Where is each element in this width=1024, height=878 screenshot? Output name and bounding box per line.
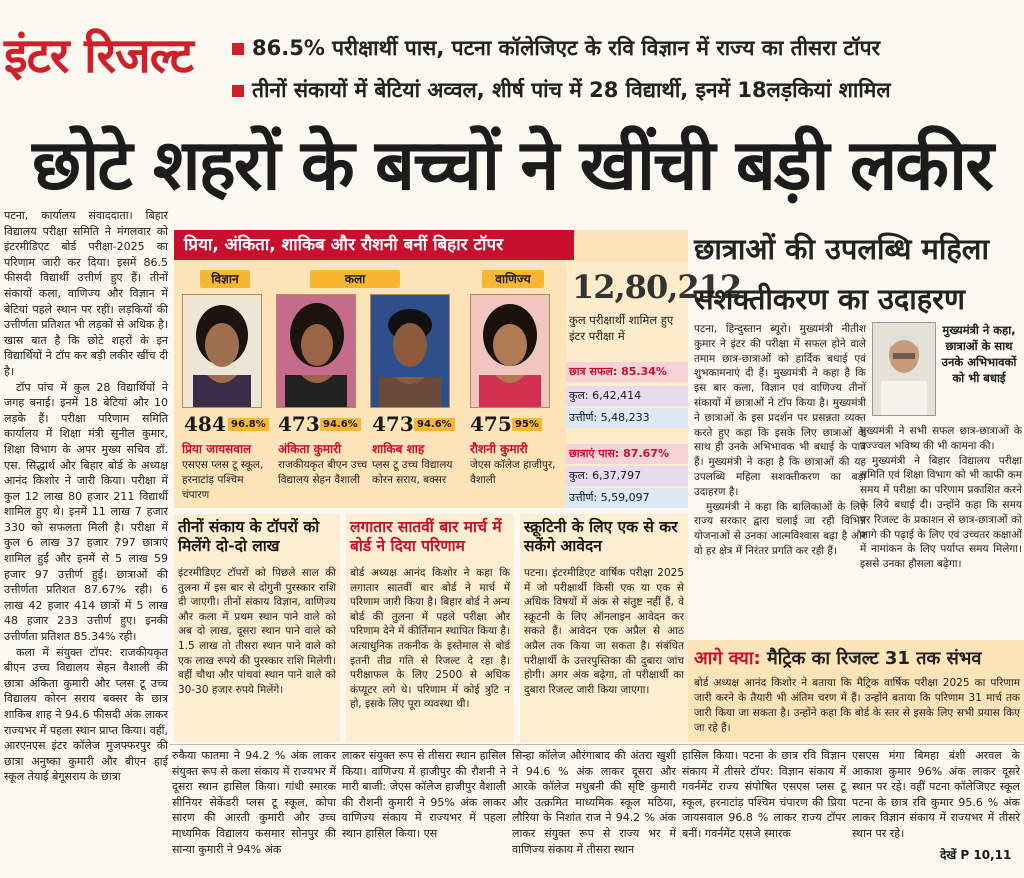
total-candidates: 12,80,212 <box>572 268 742 306</box>
bottom-column-4: हासिल किया। पटना के छात्र रवि विज्ञान संकाय में तीसरे टॉपर: विज्ञान संकाय में गवर्नमेंट राज्य संपोषित एसएस प्लस टू स्कूल, हरनाटांड़ पश्चिम चंपारण की प्रिया जायसवाल 96.8 % लाकर राज्य टॉपर बनीं। गवर्नमेंट एसजे स्मारक <box>682 749 846 840</box>
category-science: विज्ञान <box>200 270 250 288</box>
bottom-divider <box>170 744 1024 745</box>
topper-score-2: 473 <box>278 412 320 436</box>
deck-text-1: 86.5% परीक्षार्थी पास, पटना कॉलेजिएट के रवि विज्ञान में राज्य का तीसरा टॉपर <box>252 36 881 60</box>
topper-name-3: शाकिब शाह <box>372 442 425 456</box>
section-title-march: लगातार सातवीं बार मार्च में बोर्ड ने दिया परिणाम <box>350 518 502 555</box>
section-text-prize: इंटरमीडिएट टॉपरों को पिछले साल की तुलना में इस बार से दोगुनी पुरस्कार राशि दी जाएगी। तीनों संकाय विज्ञान, वाणिज्य और कला में प्रथम स्थान पाने वाले को अब दो लाख, दूसरा स्थान पाने वाले को 1.5 लाख तो तीसरा स्थान पाने वाले को एक लाख रुपये की पुरस्कार राशि मिलेगी। वहीं चौथा और पांचवां स्थान पाने वाले को 30-30 हजार रुपये मिलेंगे। <box>178 567 336 696</box>
right-paragraph-2: मुख्यमंत्री ने कहा कि बालिकाओं के लिए राज्य सरकार द्वारा चलाई जा रही विभिन्न योजनाओं से उनका आत्मविश्वास बढ़ा है और वो हर क्षेत्र में निरंतर प्रगति कर रही हैं। <box>694 500 866 557</box>
right-column-text <box>694 322 866 559</box>
girls-passed: उत्तीर्ण: 5,59,097 <box>566 488 688 508</box>
boys-passed: उत्तीर्ण: 5,48,233 <box>566 408 688 428</box>
category-arts: कला <box>310 270 400 288</box>
topper-school-4: जेएस कॉलेज हाजीपुर, वैशाली <box>470 459 556 486</box>
topper-score-3: 473 <box>372 412 414 436</box>
girls-pass-rate: छात्राएं पास: 87.67% <box>566 444 688 464</box>
bottom-column-1: रुकैया फातमा ने 94.2 % अंक लाकर संयुक्त रूप से कला संकाय में राज्यभर में दूसरा स्थान हासिल किया। गांधी स्मारक सीनियर सेकेंडरी प्लस टू स्कूल, कोपा सारण की आरती कुमारी और उच्च माध्यमिक विद्यालय कसमार सोनपुर की सान्या कुमारी ने 94% अंक <box>172 749 336 856</box>
aage-kya-title: मैट्रिक का रिजल्ट 31 तक संभव <box>760 648 982 669</box>
bottom-column-5: एसएस मंगा बिमहा बंशी अरवल के आकाश कुमार 96% अंक लाकर दूसरे स्थान पर रहे। वहीं पटना कॉलेजिएट स्कूल पटना के छात्र रवि कुमार 95.6 % अंक लाकर विज्ञान संकाय में राज्यभर में तीसरे स्थान पर रहे। <box>852 749 1020 840</box>
topper-photo-priya <box>182 294 262 408</box>
deck-line-1 <box>232 34 880 62</box>
topper-photo-ankita <box>276 294 356 408</box>
topper-pct-4: 95% <box>512 418 542 431</box>
main-headline: छोटे शहरों के बच्चों ने खींची बड़ी लकीर <box>32 123 992 206</box>
lead-paragraph-2: टॉप पांच में कुल 28 विद्यार्थियों ने जगह बनाई। इनमें 18 बेटियां और 10 लड़के हैं। परीक्षा परिणाम समिति कार्यालय में शिक्षा मंत्री सुनील कुमार, शिक्षा विभाग के अपर मुख्य सचिव डॉ. एस. सिद्धार्थ और बिहार बोर्ड के अध्यक्ष आनंद किशोर ने जारी किया। परीक्षा में कुल 12 लाख 80 हजार 211 विद्यार्थी शामिल हुए थे। इनमें 11 लाख 7 हजार 330 को सफलता मिली है। परीक्षा में कुल 6 लाख 37 हजार 797 छात्राएं शामिल हुईं और इनमें से 5 लाख 59 हजार 97 उत्तीर्ण हुईं। छात्राओं की उत्तीर्णता प्रतिशत 87.67% रही। 6 लाख 42 हजार 414 छात्रों में 5 लाख 48 हजार 233 उत्तीर्ण हुए। इनकी उत्तीर्णता प्रतिशत 85.34% रही। <box>4 380 168 644</box>
topper-pct-1: 96.8% <box>228 418 269 431</box>
lead-paragraph-3: कला में संयुक्त टॉपर: राजकीयकृत बीएन उच्च विद्यालय सेहन वैशाली की छात्रा अंकिता कुमारी और प्लस टू उच्च विद्यालय कोरन सराय बक्सर के छात्र शाकिब शाह ने 94.6 फीसदी अंक लाकर राज्यभर में पहला स्थान प्राप्त किया। वहीं, आरएनएस इंटर कॉलेज मुजफ्फरपुर की छात्रा अनुष्का कुमारी और बीएन हाई स्कूल तेयाई बेगूसराय के छात्रा <box>4 645 169 784</box>
right-paragraph-1: पटना, हिन्दुस्तान ब्यूरो। मुख्यमंत्री नीतीश कुमार ने इंटर की परीक्षा में सफल होने वाले तमाम छात्र-छात्राओं को हार्दिक बधाई एवं शुभकामनाएं दी हैं। मुख्यमंत्री ने कहा है कि इस बार कला, विज्ञान एवं वाणिज्य तीनों संकायों में छात्राओं ने टॉप किया है। मुख्यमंत्री ने छात्राओं के इस प्रदर्शन पर प्रसन्नता व्यक्त करते हुए कहा कि इसके लिए छात्राओं के साथ ही उनके अभिभावक भी बधाई के पात्र हैं। मुख्यमंत्री ने कहा है कि छात्राओं की यह उपलब्धि महिला सशक्तीकरण का बड़ा उदाहरण है। <box>694 323 866 498</box>
topper-name-2: अंकिता कुमारी <box>278 442 342 456</box>
category-commerce: वाणिज्य <box>482 270 544 288</box>
chief-minister-photo <box>872 322 936 416</box>
see-page-reference: देखें P 10,11 <box>940 848 1012 862</box>
bullet-square-icon <box>232 85 244 97</box>
deck-text-2: तीनों संकायों में बेटियां अव्वल, शीर्ष पांच में 28 विद्यार्थी, इनमें 18लड़कियां शामिल <box>252 78 891 102</box>
boys-total: कुल: 6,42,414 <box>566 386 688 406</box>
section-title-prize: तीनों संकाय के टॉपरों को मिलेंगे दो-दो लाख <box>178 518 320 555</box>
right-side-paragraph-2: मुख्यमंत्री ने बिहार विद्यालय परीक्षा समिति एवं शिक्षा विभाग को भी काफी कम समय में परीक्षा का परिणाम प्रकाशित करने के लिये बधाई दी। उन्होंने कहा कि समय पर रिजल्ट के प्रकाशन से छात्र-छात्राओं को आगे की पढ़ाई के लिए एवं उच्चतर कक्षाओं में नामांकन के लिए पर्याप्त समय मिलेगा। इससे उनका हौसला बढ़ेगा। <box>860 454 1022 571</box>
chief-minister-quote: मुख्यमंत्री ने कहा, छात्राओं के साथ उनके अभिभावकों को भी बधाई <box>941 323 1017 385</box>
section-text-march: बोर्ड अध्यक्ष आनंद किशोर ने कहा कि लगातार सातवीं बार बोर्ड ने मार्च में परिणाम जारी किया है। बिहार बोर्ड ने अन्य बोर्ड की तुलना में पहले परीक्षा और परिणाम देने में कीर्तिमान स्थापित किया है। अत्याधुनिक तकनीक के इस्तेमाल से बोर्ड इतनी तीव्र गति से रिजल्ट दे रहा है। परीक्षाफल के लिए 2500 से अधिक कंप्यूटर लगे थे। परिणाम में कोई त्रुटि न हो, इसके लिए पूरा व्यवस्था थी। <box>350 567 510 711</box>
toppers-banner: प्रिया, अंकिता, शाकिब और रौशनी बनीं बिहार टॉपर <box>174 230 574 260</box>
topper-pct-2: 94.6% <box>320 418 361 431</box>
right-side-paragraph-1: मुख्यमंत्री ने सभी सफल छात्र-छात्राओं के उज्ज्वल भविष्य की भी कामना की। <box>860 425 1022 452</box>
bullet-square-icon <box>232 43 244 55</box>
aage-kya-headline <box>694 646 981 670</box>
topper-school-1: एसएस प्लस टू स्कूल, हरनाटांड़ पश्चिम चंपारण <box>182 459 264 501</box>
topper-name-1: प्रिया जायसवाल <box>182 442 252 456</box>
topper-photo-roushni <box>470 294 550 408</box>
right-side-text <box>860 424 1022 572</box>
boys-pass-rate: छात्र सफल: 85.34% <box>566 362 688 382</box>
girls-total: कुल: 6,37,797 <box>566 466 688 486</box>
lead-paragraph-1: पटना, कार्यालय संवाददाता। बिहार विद्यालय परीक्षा समिति ने मंगलवार को इंटरमीडिएट बोर्ड परीक्षा-2025 का परिणाम जारी कर दिया। इसमें 86.5 फीसदी विद्यार्थी उत्तीर्ण हुए हैं। तीनों संकायों कला, वाणिज्य और विज्ञान में बेटियां पहले स्थान पर रहीं। लड़कियों की उत्तीर्णता प्रतिशत भी लड़कों से अधिक है। खास बात है कि छोटे शहरों के इन विद्यार्थियों ने टॉप कर बड़ी लकीर खींच दी है। <box>4 209 168 378</box>
aage-kya-label: आगे क्या: <box>694 648 761 669</box>
right-headline: छात्राओं की उपलब्धि महिला सशक्तीकरण का उदाहरण <box>694 232 989 316</box>
topper-pct-3: 94.6% <box>414 418 455 431</box>
bottom-column-2: लाकर संयुक्त रूप से तीसरा स्थान हासिल किया। वाणिज्य में हाजीपुर की रौशनी ने मारी बाजी: जेएस कॉलेज हाजीपुर वैशाली की रौशनी कुमारी ने 95% अंक लाकर वाणिज्य संकाय में राज्यभर में पहला स्थान हासिल किया। एस <box>342 749 506 840</box>
lead-column <box>4 208 168 785</box>
section-text-scrutiny: पटना। इंटरमीडिएट वार्षिक परीक्षा 2025 में जो परीक्षार्थी किसी एक या एक से अधिक विषयों में अंक से संतुष्ट नहीं हैं, वे स्क्रूटनी के लिए ऑनलाइन आवेदन कर सकते हैं। आवेदन एक अप्रैल से आठ अप्रैल तक किया जा सकता है। संबंधित परीक्षार्थी के उत्तरपुस्तिका की दुबारा जांच होगी। अगर अंक बढ़ेगा, तो परीक्षार्थी का दुबारा रिजल्ट जारी किया जाएगा। <box>524 567 684 696</box>
topper-name-4: रौशनी कुमारी <box>470 442 528 456</box>
section-title-scrutiny: स्क्रूटिनी के लिए एक से कर सकेंगे आवेदन <box>524 518 678 555</box>
bottom-column-3: सिन्हा कॉलेज औरंगाबाद की अंतरा खुशी ने 94.6 % अंक लाकर दूसरा और आरके कॉलेज मधुबनी की सृष्टि कुमारी और उत्क्रमित माध्यमिक स्कूल मठिया, लौरिया के निशांत राज ने 94.2 % अंक लाकर संयुक्त रूप से राज्य भर में वाणिज्य संकाय में तीसरा स्थान <box>512 749 676 856</box>
topper-school-3: प्लस टू उच्च विद्यालय कोरन सराय, बक्सर <box>372 459 453 486</box>
topper-photo-shakib <box>370 294 450 408</box>
aage-kya-text: बोर्ड अध्यक्ष आनंद किशोर ने बताया कि मैट्रिक वार्षिक परीक्षा 2025 का परिणाम जारी करने के तैयारी भी अंतिम चरण में हैं। उन्होंने बताया कि परिणाम 31 मार्च तक जारी किया जा सकता है। उन्होंने कहा कि बोर्ड के स्तर से इसके लिए सभी प्रयास किए जा रहे हैं। <box>694 677 1020 734</box>
topper-score-4: 475 <box>470 412 512 436</box>
topper-score-1: 484 <box>184 412 226 436</box>
kicker-title: इंटर रिजल्ट <box>4 28 193 84</box>
deck-line-2 <box>232 76 891 104</box>
total-candidates-label: कुल परीक्षार्थी शामिल हुए इंटर परीक्षा में <box>569 313 674 343</box>
topper-school-2: राजकीयकृत बीएन उच्च विद्यालय सेहन वैशाली <box>278 459 368 486</box>
